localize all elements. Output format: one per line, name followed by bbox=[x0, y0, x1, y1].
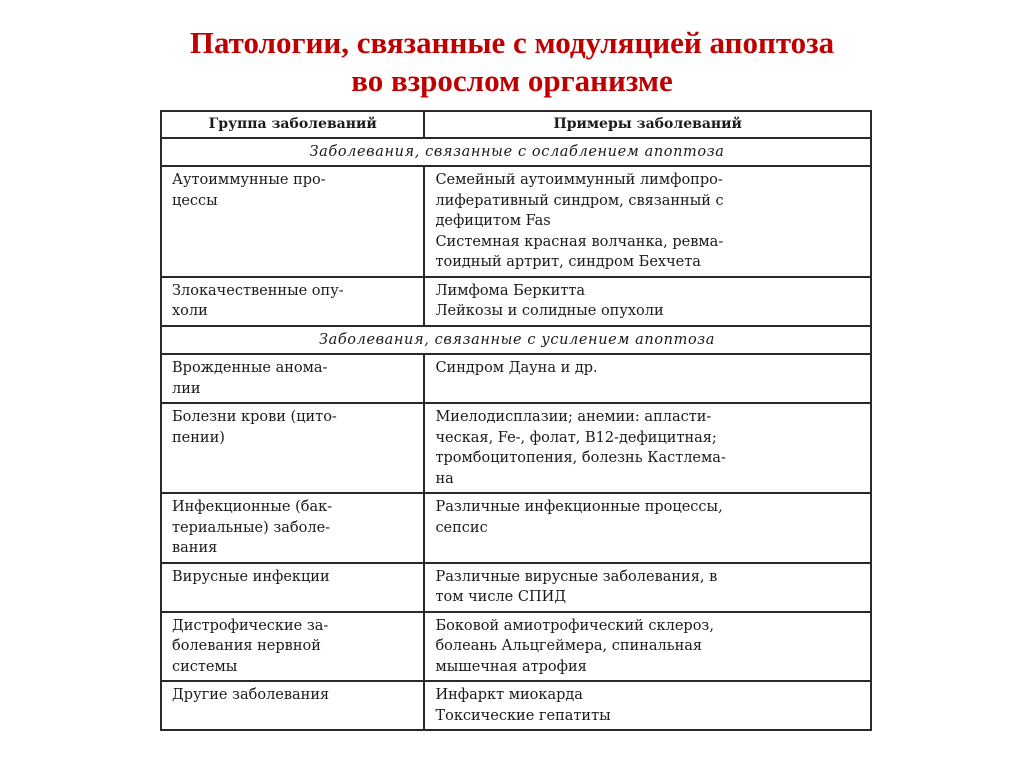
group-line: вания bbox=[172, 540, 218, 556]
disease-group-cell bbox=[161, 403, 424, 493]
example-line: дефицитом Fas bbox=[435, 213, 551, 229]
table-row bbox=[161, 563, 871, 612]
table-row bbox=[161, 681, 871, 730]
example-line: на bbox=[435, 470, 454, 487]
example-line: болеань Альцгеймера, спинальная bbox=[435, 638, 703, 654]
example-line: Семейный аутоиммунный лимфопро- bbox=[435, 172, 723, 188]
example-line: тоидный артрит, синдром Бехчета bbox=[435, 254, 701, 270]
example-line: Инфаркт миокарда bbox=[435, 687, 583, 703]
table-row bbox=[161, 354, 871, 403]
example-line: мышечная атрофия bbox=[435, 658, 587, 675]
disease-examples-cell bbox=[424, 403, 871, 493]
table-body bbox=[161, 138, 871, 731]
title-line-2: во взрослом организме bbox=[351, 63, 673, 98]
group-line: териальные) заболе- bbox=[172, 519, 331, 536]
example-line: Различные вирусные заболевания, в bbox=[435, 568, 718, 585]
table-row bbox=[161, 612, 871, 682]
section-label: Заболевания, связанные с ослаблением апоптоза bbox=[161, 138, 871, 167]
section-row bbox=[161, 326, 871, 355]
group-line: Другие заболевания bbox=[172, 687, 330, 703]
diseases-table bbox=[160, 110, 872, 731]
disease-group-cell bbox=[161, 354, 424, 403]
group-line: Инфекционные (бак- bbox=[172, 499, 333, 515]
disease-examples-cell bbox=[424, 166, 871, 277]
table-row bbox=[161, 493, 871, 563]
example-line: Различные инфекционные процессы, bbox=[435, 499, 723, 515]
table-row bbox=[161, 277, 871, 326]
example-line: Миелодисплазии; анемии: апласти- bbox=[435, 409, 712, 425]
example-line: сепсис bbox=[435, 519, 488, 536]
group-line: Болезни крови (цито- bbox=[172, 409, 337, 425]
group-line: Дистрофические за- bbox=[172, 617, 329, 634]
disease-examples-cell bbox=[424, 681, 871, 730]
example-line: Синдром Дауна и др. bbox=[435, 360, 598, 376]
example-line: ческая, Fe-, фолат, B12-дефицитная; bbox=[435, 429, 717, 446]
header-examples: Примеры заболеваний bbox=[424, 111, 871, 138]
example-line: Лимфома Беркитта bbox=[435, 282, 586, 299]
group-line: цессы bbox=[172, 192, 218, 209]
group-line: болевания нервной bbox=[172, 638, 321, 654]
disease-group-cell bbox=[161, 681, 424, 730]
group-line: Аутоиммунные про- bbox=[172, 172, 326, 188]
disease-group-cell bbox=[161, 563, 424, 612]
disease-group-cell bbox=[161, 277, 424, 326]
page-title bbox=[0, 24, 1024, 100]
example-line: тромбоцитопения, болезнь Кастлема- bbox=[435, 450, 726, 466]
group-line: Вирусные инфекции bbox=[172, 568, 330, 585]
table-row bbox=[161, 403, 871, 493]
group-line: лии bbox=[172, 380, 201, 397]
section-label: Заболевания, связанные с усилением апоптоза bbox=[161, 326, 871, 355]
table-header-row bbox=[161, 111, 871, 138]
title-line-1: Патологии, связанные с модуляцией апоптоза bbox=[189, 25, 835, 60]
group-line: Злокачественные опу- bbox=[172, 282, 344, 299]
example-line: Токсические гепатиты bbox=[435, 707, 611, 724]
disease-group-cell bbox=[161, 493, 424, 563]
table-row bbox=[161, 166, 871, 277]
disease-group-cell bbox=[161, 612, 424, 682]
disease-group-cell bbox=[161, 166, 424, 277]
section-row bbox=[161, 138, 871, 167]
disease-examples-cell bbox=[424, 354, 871, 403]
example-line: Лейкозы и солидные опухоли bbox=[435, 303, 664, 319]
disease-examples-cell bbox=[424, 612, 871, 682]
group-line: Врожденные анома- bbox=[172, 360, 328, 376]
group-line: системы bbox=[172, 658, 238, 675]
disease-examples-cell bbox=[424, 493, 871, 563]
example-line: Боковой амиотрофический склероз, bbox=[435, 617, 714, 634]
header-group: Группа заболеваний bbox=[161, 111, 424, 138]
example-line: том числе СПИД bbox=[435, 589, 567, 605]
group-line: холи bbox=[172, 303, 208, 319]
group-line: пении) bbox=[172, 429, 225, 446]
disease-examples-cell bbox=[424, 563, 871, 612]
disease-examples-cell bbox=[424, 277, 871, 326]
example-line: лиферативный синдром, связанный с bbox=[435, 192, 724, 209]
example-line: Системная красная волчанка, ревма- bbox=[435, 233, 724, 250]
